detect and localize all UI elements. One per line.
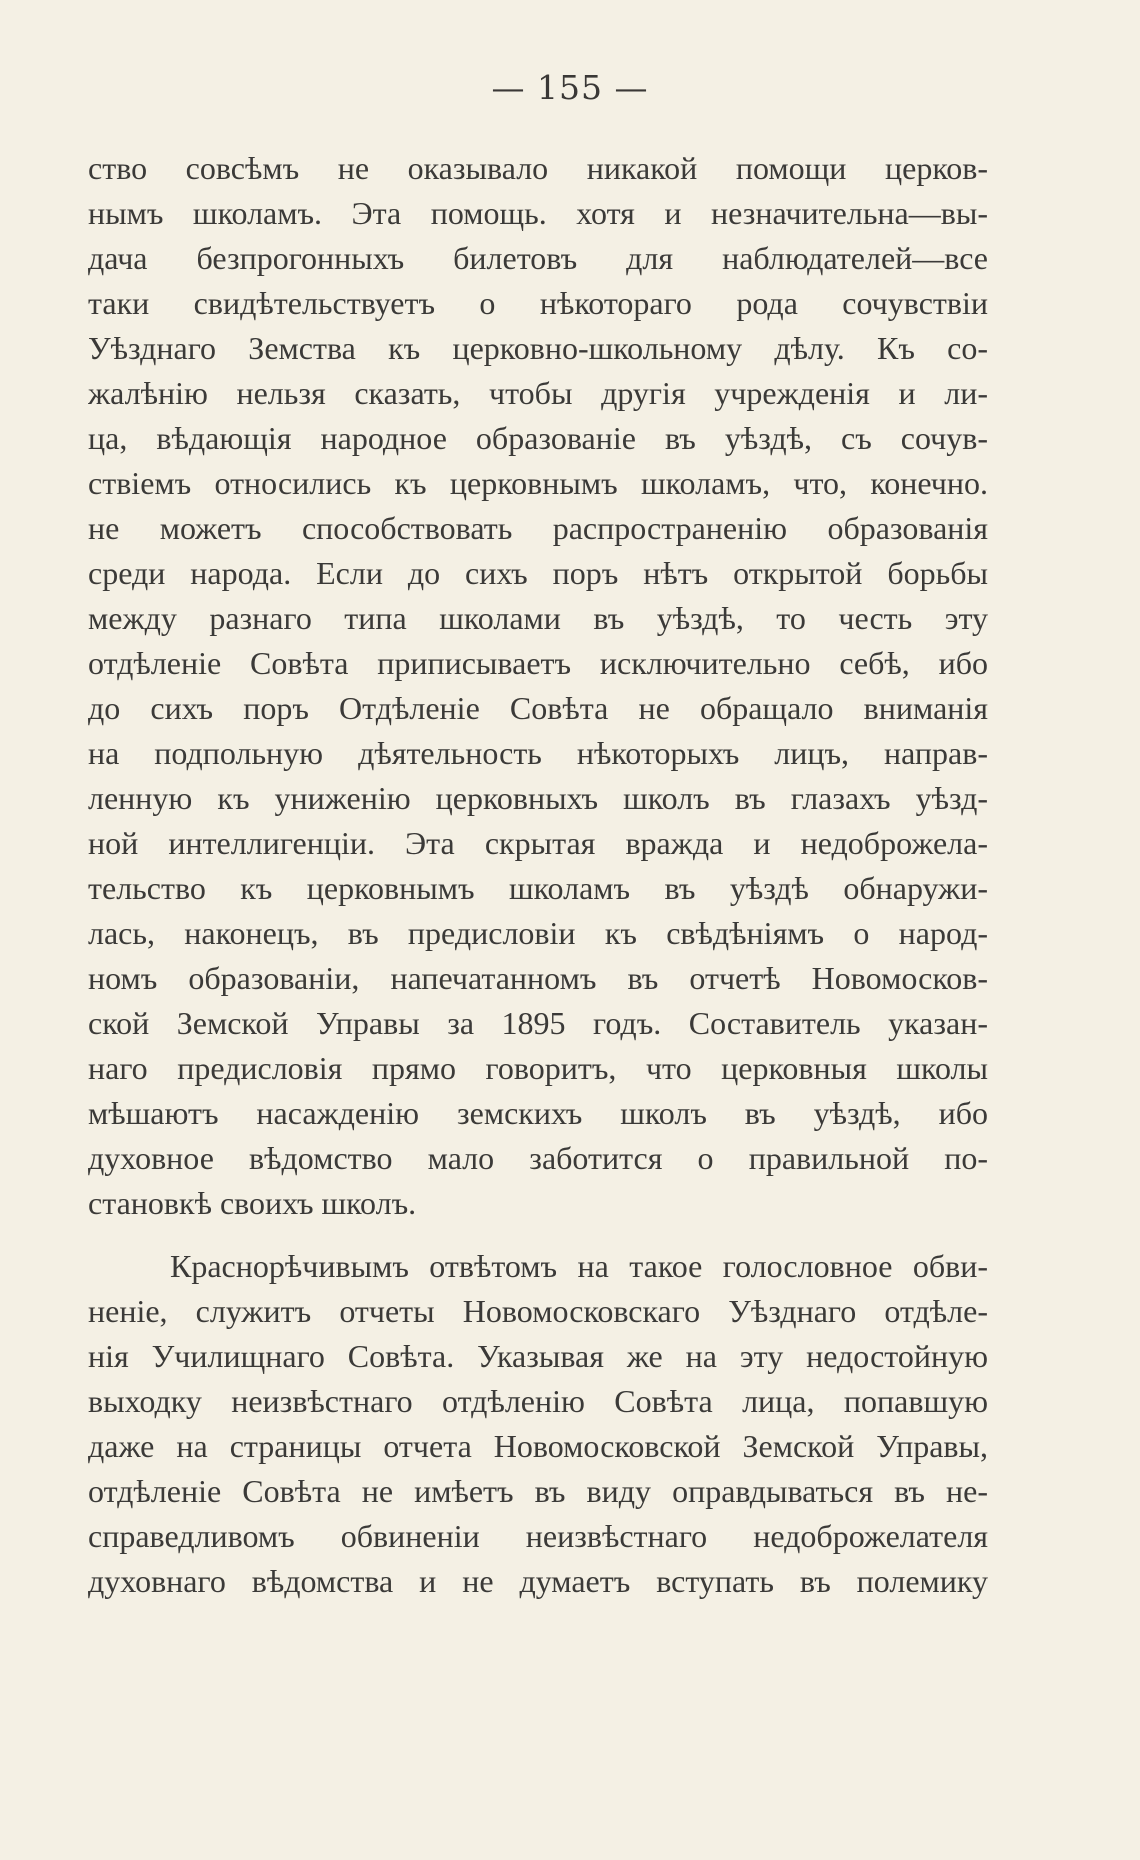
paragraph-1 [88,146,988,1226]
text-line: нымъ школамъ. Эта помощь. хотя и незначительна—вы- [88,195,988,231]
text-line: ствіемъ относились къ церковнымъ школамъ, что, конечно. [88,465,988,501]
text-line: ной интеллигенціи. Эта скрытая вражда и недоброжела- [88,825,988,861]
text-line: между разнаго типа школами въ уѣздѣ, то честь эту [88,600,988,636]
paragraph-spacer [88,1226,988,1244]
text-line: отдѣленіе Совѣта приписываетъ исключительно себѣ, ибо [88,645,988,681]
text-line: наго предисловія прямо говоритъ, что церковныя школы [88,1050,988,1086]
text-line: не можетъ способствовать распространенію образованія [88,510,988,546]
text-line: ца, вѣдающія народное образованіе въ уѣздѣ, съ сочув- [88,420,988,456]
text-line: на подпольную дѣятельность нѣкоторыхъ лицъ, направ- [88,735,988,771]
text-line: выходку неизвѣстнаго отдѣленію Совѣта лица, попавшую [88,1383,988,1419]
text-line: духовнаго вѣдомства и не думаетъ вступать въ полемику [88,1563,988,1599]
page-number: — 155 — [491,68,649,107]
paragraph-2 [88,1244,988,1604]
text-line: жалѣнію нельзя сказать, чтобы другія учрежденія и ли- [88,375,988,411]
text-line: до сихъ поръ Отдѣленіе Совѣта не обращало вниманія [88,690,988,726]
body-text [88,146,988,1604]
text-line: таки свидѣтельствуетъ о нѣкотораго рода сочувствіи [88,285,988,321]
text-line: номъ образованіи, напечатанномъ въ отчетѣ Новомосков- [88,960,988,996]
text-line: даже на страницы отчета Новомосковской Земской Управы, [88,1428,988,1464]
text-line: справедливомъ обвиненіи неизвѣстнаго недоброжелателя [88,1518,988,1554]
text-line: лась, наконецъ, въ предисловіи къ свѣдѣніямъ о народ- [88,915,988,951]
text-line: ленную къ униженію церковныхъ школъ въ глазахъ уѣзд- [88,780,988,816]
text-line: мѣшаютъ насажденію земскихъ школъ въ уѣздѣ, ибо [88,1095,988,1131]
text-line: ской Земской Управы за 1895 годъ. Составитель указан- [88,1005,988,1041]
text-line: Краснорѣчивымъ отвѣтомъ на такое голословное обви- [170,1248,988,1284]
text-line: духовное вѣдомство мало заботится о правильной по- [88,1140,988,1176]
text-line: нія Училищнаго Совѣта. Указывая же на эту недостойную [88,1338,988,1374]
text-line: становкѣ своихъ школъ. [88,1185,417,1221]
text-line: среди народа. Если до сихъ поръ нѣтъ открытой борьбы [88,555,988,591]
text-line: ство совсѣмъ не оказывало никакой помощи церков- [88,150,988,186]
text-line: отдѣленіе Совѣта не имѣетъ въ виду оправдываться въ не- [88,1473,988,1509]
text-line: дача безпрогонныхъ билетовъ для наблюдателей—все [88,240,988,276]
text-line: Уѣзднаго Земства къ церковно-школьному дѣлу. Къ со- [88,330,988,366]
text-line: неніе, служитъ отчеты Новомосковскаго Уѣзднаго отдѣле- [88,1293,988,1329]
text-line: тельство къ церковнымъ школамъ въ уѣздѣ обнаружи- [88,870,988,906]
